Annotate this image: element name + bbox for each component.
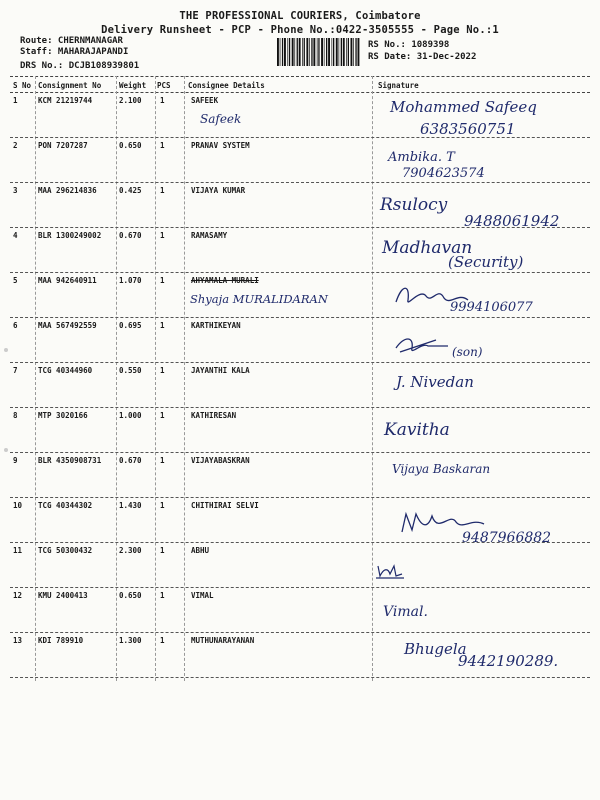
runsheet-subtitle: Delivery Runsheet - PCP - Phone No.:0422-3505555 - Page No.:1 [101,24,499,36]
col-header-weight: Weight [119,81,147,90]
company-title: THE PROFESSIONAL COURIERS, Coimbatore [179,10,421,22]
row-consignee: KATHIRESAN [191,411,237,420]
row-pcs: 1 [160,141,165,150]
row-sno: 2 [13,141,18,150]
col-header-signature: Signature [378,81,419,90]
row-sno: 1 [13,96,18,105]
row-sno: 10 [13,501,23,510]
table-row [10,363,590,408]
row-pcs: 1 [160,591,165,600]
row-weight: 1.000 [119,411,142,420]
handwritten-phone: 6383560751 [420,120,516,138]
row-consignee: JAYANTHI KALA [191,366,250,375]
table-row [10,588,590,633]
table-row [10,138,590,183]
row-sno: 5 [13,276,18,285]
row-weight: 0.695 [119,321,142,330]
row-pcs: 1 [160,231,165,240]
staff-label: Staff: MAHARAJAPANDI [20,47,129,57]
row-weight: 0.425 [119,186,142,195]
row-pcs: 1 [160,96,165,105]
row-weight: 1.070 [119,276,142,285]
handwritten-signature: Vijaya Baskaran [392,462,491,476]
row-consignee: SAFEEK [191,96,219,105]
row-consignee: VIJAYA KUMAR [191,186,246,195]
row-consignment: MTP 3020166 [38,411,88,420]
row-consignment: KMU 2400413 [38,591,88,600]
row-weight: 0.650 [119,591,142,600]
row-consignment: TCG 40344302 [38,501,93,510]
row-consignment: MAA 296214836 [38,186,97,195]
table-row [10,543,590,588]
row-consignment: MAA 942640911 [38,276,97,285]
handwritten-signature: Madhavan [382,238,473,258]
row-consignment: PON 7207287 [38,141,88,150]
handwritten-phone: 9994106077 [450,300,533,315]
col-header-sno: S No [13,81,32,90]
row-consignee: KARTHIKEYAN [191,321,241,330]
drs-number: DRS No.: DCJB108939801 [20,61,140,71]
handwritten-phone: 9442190289. [458,652,559,670]
row-sno: 3 [13,186,18,195]
signature-scribble [392,334,452,358]
signature-scribble [374,562,406,580]
row-consignment: BLR 4350908731 [38,456,102,465]
handwritten-note: (son) [452,345,483,359]
col-header-consignee: Consignee Details [188,81,265,90]
handwritten-phone: 7904623574 [402,166,485,181]
row-consignee: RAMASAMY [191,231,228,240]
row-weight: 0.670 [119,456,142,465]
row-consignee: AHYAMALA MURALI [191,276,259,285]
row-consignee: MUTHUNARAYANAN [191,636,255,645]
row-sno: 12 [13,591,23,600]
table-row [10,453,590,498]
row-weight: 0.670 [119,231,142,240]
punch-hole [4,448,8,452]
row-consignment: KDI 789910 [38,636,84,645]
row-consignment: TCG 40344960 [38,366,93,375]
row-consignee: VIJAYABASKRAN [191,456,250,465]
row-pcs: 1 [160,636,165,645]
handwritten-signature: Kavitha [384,420,450,440]
row-sno: 8 [13,411,18,420]
row-consignment: MAA 567492559 [38,321,97,330]
handwritten-phone: 9487966882 [462,530,552,546]
row-consignee: ABHU [191,546,210,555]
row-sno: 13 [13,636,23,645]
row-sno: 7 [13,366,18,375]
row-pcs: 1 [160,186,165,195]
row-pcs: 1 [160,321,165,330]
row-weight: 2.100 [119,96,142,105]
row-consignee: PRANAV SYSTEM [191,141,250,150]
handwritten-signature: Rsulocy [380,195,448,215]
row-divider [10,677,590,678]
col-header-pcs: PCS [157,81,171,90]
rs-number: RS No.: 1089398 [368,40,450,50]
handwritten-signature: Vimal. [383,604,428,620]
row-weight: 2.300 [119,546,142,555]
row-weight: 0.550 [119,366,142,375]
row-consignment: KCM 21219744 [38,96,93,105]
handwritten-name: Safeek [200,112,242,126]
row-pcs: 1 [160,456,165,465]
punch-hole [4,348,8,352]
handwritten-note: (Security) [448,253,524,271]
row-sno: 6 [13,321,18,330]
signature-scribble [398,508,488,538]
row-consignment: BLR 1300249002 [38,231,102,240]
row-sno: 11 [13,546,23,555]
rs-date: RS Date: 31-Dec-2022 [368,52,477,62]
row-pcs: 1 [160,276,165,285]
row-pcs: 1 [160,501,165,510]
row-pcs: 1 [160,366,165,375]
row-consignee: VIMAL [191,591,214,600]
barcode-icon [276,38,362,66]
row-pcs: 1 [160,411,165,420]
route-label: Route: CHERNMANAGAR [20,36,123,46]
handwritten-signature: Bhugela [404,640,467,658]
row-consignee: CHITHIRAI SELVI [191,501,259,510]
table-row [10,408,590,453]
handwritten-signature: Ambika. T [388,150,455,165]
col-header-consignment: Consignment No [38,81,102,90]
row-weight: 1.300 [119,636,142,645]
header-top-rule [10,76,590,77]
handwritten-signature: Mohammed Safeeq [390,98,537,116]
row-pcs: 1 [160,546,165,555]
row-sno: 4 [13,231,18,240]
handwritten-phone: 9488061942 [464,212,560,230]
handwritten-name: Shyaja MURALIDARAN [190,292,328,306]
row-sno: 9 [13,456,18,465]
table-row [10,318,590,363]
row-weight: 0.650 [119,141,142,150]
handwritten-signature: J. Nivedan [396,373,474,391]
signature-scribble [392,282,472,310]
row-weight: 1.430 [119,501,142,510]
row-consignment: TCG 50300432 [38,546,93,555]
